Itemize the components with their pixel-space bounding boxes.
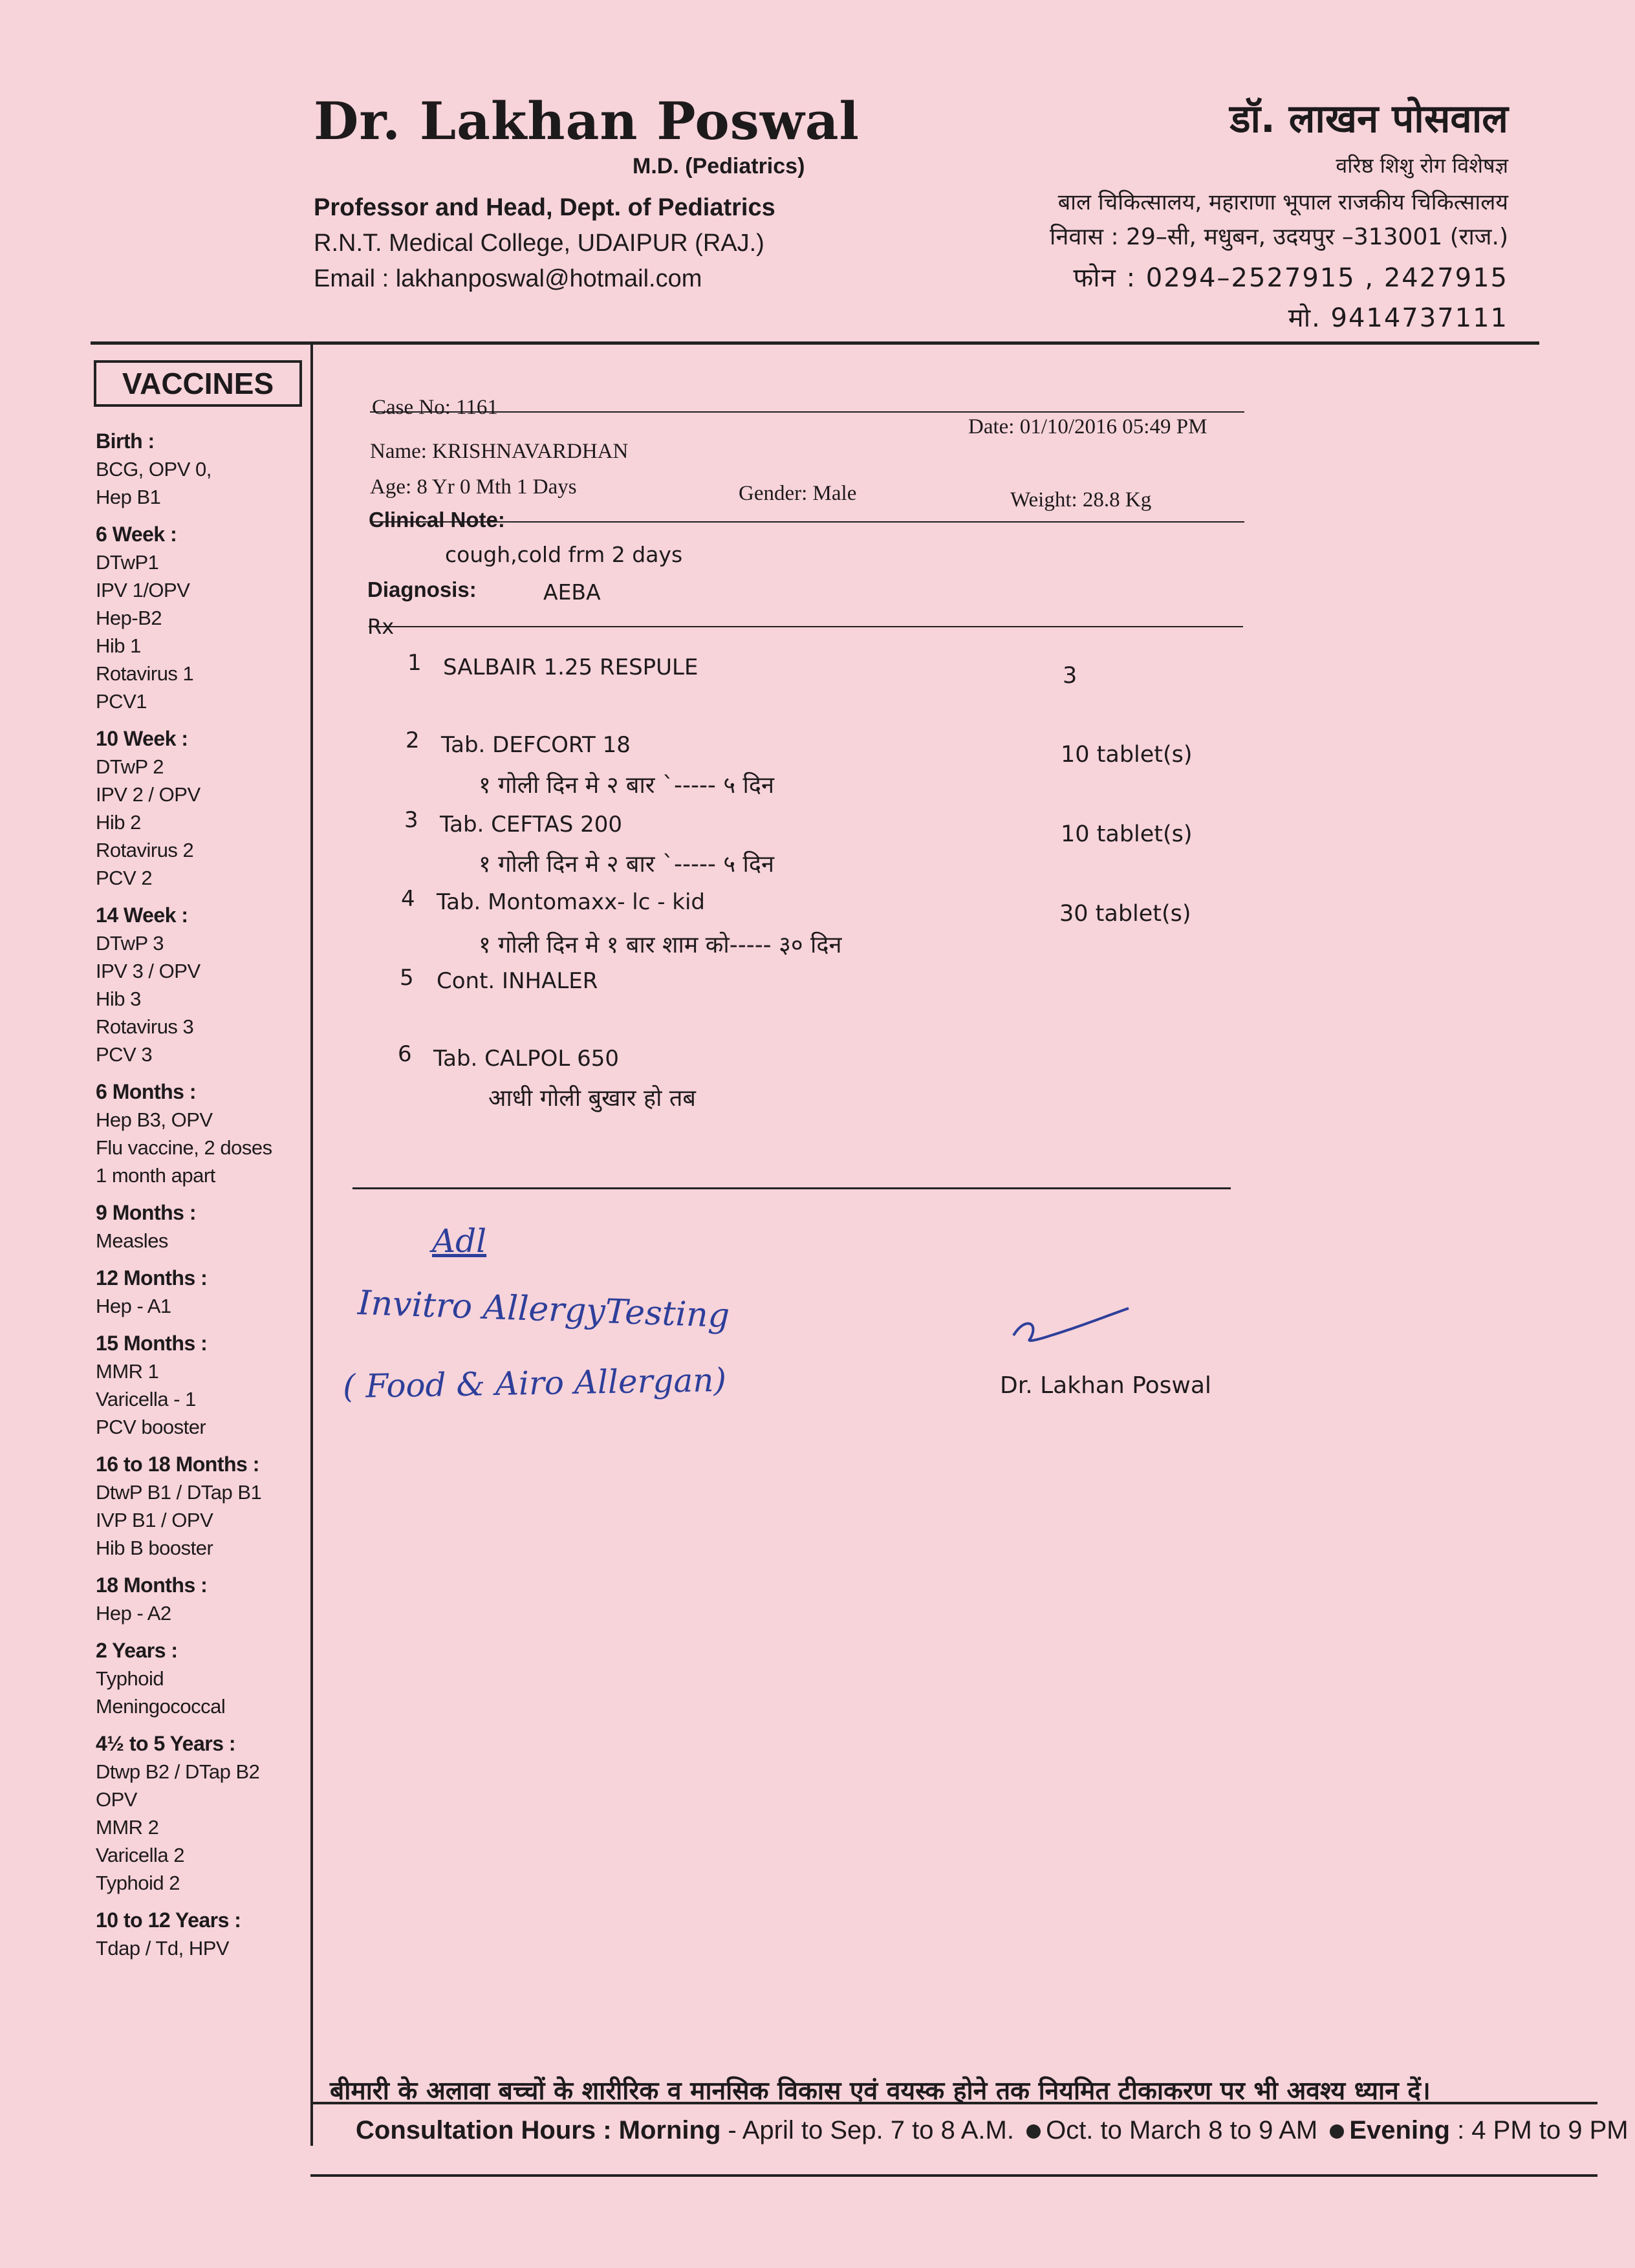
clinical-note-label: Clinical Note: — [369, 508, 505, 532]
vaccine-group — [96, 901, 309, 1068]
evening-label: Evening — [1349, 2116, 1450, 2144]
vaccine-item: PCV booster — [96, 1416, 206, 1438]
vaccine-group — [96, 1729, 309, 1897]
vaccine-age-label: 16 to 18 Months : — [96, 1453, 259, 1476]
vaccine-item: Hib 1 — [96, 634, 141, 657]
vaccine-schedule — [96, 427, 309, 1971]
vaccine-group — [96, 1450, 309, 1562]
vaccine-item: Hib B booster — [96, 1537, 213, 1559]
vaccine-age-label: 10 to 12 Years : — [96, 1908, 241, 1932]
rx-medicine: SALBAIR 1.25 RESPULE — [443, 654, 698, 680]
vaccine-item: Rotavirus 1 — [96, 662, 194, 685]
rx-instruction: १ गोली दिन मे १ बार शाम को----- ३० दिन — [479, 932, 842, 958]
college-name: R.N.T. Medical College, UDAIPUR (RAJ.) — [314, 230, 764, 257]
vaccine-item: MMR 2 — [96, 1816, 159, 1839]
diagnosis-text: AEBA — [543, 579, 601, 605]
rx-label: Rx — [367, 614, 395, 639]
footer-advice: बीमारी के अलावा बच्चों के शारीरिक व मानसिक विकास एवं वयस्क होने तक नियमित टीकाकरण पर भी अवश्य ध्यान दें। — [330, 2077, 1431, 2106]
doctor-signature — [1006, 1303, 1135, 1348]
rx-medicine: Tab. CEFTAS 200 — [440, 812, 623, 837]
vaccine-item: IPV 1/OPV — [96, 579, 190, 601]
vaccine-item: Measles — [96, 1229, 168, 1252]
vaccine-age-label: 15 Months : — [96, 1332, 208, 1355]
hindi-address: निवास : 29–सी, मधुबन, उदयपुर –313001 (राज.) — [1050, 224, 1508, 250]
vaccine-item: PCV 2 — [96, 867, 153, 889]
hindi-doctor-name: डॉ. लाखन पोसवाल — [1229, 96, 1508, 142]
hindi-designation: वरिष्ठ शिशु रोग विशेषज्ञ — [1336, 153, 1508, 178]
vaccine-item: Dtwp B2 / DTap B2 — [96, 1760, 260, 1783]
vaccine-item: Flu vaccine, 2 doses — [96, 1136, 272, 1159]
vaccine-item: Tdap / Td, HPV — [96, 1937, 230, 1960]
vaccine-age-label: 18 Months : — [96, 1573, 208, 1597]
doctor-title: Professor and Head, Dept. of Pediatrics — [314, 194, 775, 221]
rx-instruction: १ गोली दिन मे २ बार `----- ५ दिन — [479, 851, 774, 878]
vaccine-item: IPV 3 / OPV — [96, 960, 200, 982]
hindi-phone: फोन : 0294–2527915 , 2427915 — [1073, 263, 1508, 293]
consultation-hours — [356, 2116, 1629, 2145]
vaccine-age-label: 6 Months : — [96, 1080, 196, 1103]
evening-hours: : 4 PM to 9 PM — [1449, 2116, 1629, 2144]
vaccine-group — [96, 1264, 309, 1320]
rx-number: 4 — [401, 886, 415, 912]
morning-hours: - April to Sep. 7 to 8 A.M. — [720, 2116, 1014, 2144]
clinical-note-text: cough,cold frm 2 days — [445, 542, 683, 567]
vaccine-item: Typhoid — [96, 1667, 164, 1690]
vaccine-group — [96, 1077, 309, 1189]
vaccine-age-label: Birth : — [96, 429, 155, 453]
vaccine-age-label: 10 Week : — [96, 727, 188, 750]
sidebar-divider — [310, 341, 313, 2146]
rx-quantity: 10 tablet(s) — [1061, 821, 1193, 847]
rx-medicine: Tab. Montomaxx- lc - kid — [437, 889, 706, 915]
handwritten-abbrev: Adl — [432, 1222, 487, 1260]
vaccine-item: Hep - A2 — [96, 1602, 171, 1625]
hindi-hospital: बाल चिकित्सालय, महाराणा भूपाल राजकीय चिकित्सालय — [1057, 189, 1508, 215]
vaccine-item: IVP B1 / OPV — [96, 1509, 213, 1531]
rx-quantity: 30 tablet(s) — [1059, 901, 1191, 927]
handwritten-detail: ( Food & Airo Allergan) — [342, 1361, 727, 1406]
vaccine-item: Hep-B2 — [96, 607, 162, 629]
patient-gender: Gender: Male — [739, 482, 857, 505]
rx-instruction: आधी गोली बुखार हो तब — [488, 1085, 696, 1112]
vaccine-item: Hep - A1 — [96, 1295, 171, 1317]
rx-instruction: १ गोली दिन मे २ बार `----- ५ दिन — [479, 772, 774, 799]
vaccine-age-label: 12 Months : — [96, 1266, 208, 1290]
patient-weight: Weight: 28.8 Kg — [1010, 488, 1152, 512]
rx-medicine: Tab. DEFCORT 18 — [441, 732, 631, 758]
vaccine-group — [96, 1636, 309, 1720]
vaccine-age-label: 2 Years : — [96, 1639, 178, 1662]
rx-end-rule — [352, 1187, 1231, 1189]
vaccine-item: Varicella 2 — [96, 1844, 184, 1866]
morning-label: Morning — [618, 2116, 721, 2144]
vaccines-title: VACCINES — [94, 360, 302, 407]
vaccine-item: DTwP1 — [96, 551, 159, 574]
winter-hours: Oct. to March 8 to 9 AM — [1046, 2116, 1318, 2144]
diagnosis-label: Diagnosis: — [367, 578, 477, 601]
vaccine-item: DTwP 2 — [96, 755, 164, 778]
rx-quantity: 10 tablet(s) — [1061, 742, 1193, 768]
vaccine-item: Hep B3, OPV — [96, 1108, 213, 1131]
case-top-rule — [370, 411, 1244, 413]
vaccine-item: Rotavirus 3 — [96, 1015, 194, 1038]
case-number: Case No: 1161 — [372, 396, 498, 419]
visit-date: Date: 01/10/2016 05:49 PM — [968, 415, 1207, 438]
vaccine-age-label: 6 Week : — [96, 523, 177, 546]
doctor-degree: M.D. (Pediatrics) — [633, 154, 805, 178]
patient-age: Age: 8 Yr 0 Mth 1 Days — [370, 475, 577, 499]
header-divider — [91, 341, 1539, 345]
rx-number: 2 — [406, 728, 420, 753]
vaccine-age-label: 14 Week : — [96, 903, 188, 927]
rx-number: 5 — [400, 965, 414, 991]
vaccine-item: Hep B1 — [96, 486, 161, 508]
vaccine-item: DTwP 3 — [96, 932, 164, 955]
bullet-dot — [1330, 2124, 1344, 2139]
vaccine-group — [96, 1906, 309, 1962]
vaccine-item: Meningococcal — [96, 1695, 226, 1718]
footer-divider-bottom — [310, 2174, 1597, 2177]
vaccine-item: PCV 3 — [96, 1043, 153, 1066]
diagnosis-rule — [369, 626, 1243, 627]
vaccine-item: MMR 1 — [96, 1360, 159, 1383]
hindi-mobile: मो. 9414737111 — [1288, 303, 1508, 333]
rx-number: 3 — [404, 807, 418, 833]
doctor-name: Dr. Lakhan Poswal — [314, 91, 860, 151]
rx-medicine: Tab. CALPOL 650 — [433, 1046, 620, 1072]
signature-name: Dr. Lakhan Poswal — [1000, 1372, 1211, 1399]
vaccine-item: PCV1 — [96, 690, 147, 713]
vaccine-age-label: 4½ to 5 Years : — [96, 1732, 236, 1755]
rx-number: 1 — [407, 650, 422, 676]
hours-label: Consultation Hours : — [356, 2116, 612, 2144]
vaccine-group — [96, 1198, 309, 1255]
vaccine-item: Typhoid 2 — [96, 1872, 180, 1894]
vaccine-item: 1 month apart — [96, 1164, 215, 1187]
vaccine-item: Rotavirus 2 — [96, 839, 194, 861]
patient-name: Name: KRISHNAVARDHAN — [370, 440, 629, 463]
handwritten-test: Invitro AllergyTesting — [357, 1283, 731, 1336]
vaccine-item: OPV — [96, 1788, 137, 1811]
vaccine-item: Hib 3 — [96, 988, 141, 1010]
doctor-email: Email : lakhanposwal@hotmail.com — [314, 265, 702, 292]
vaccine-item: Varicella - 1 — [96, 1388, 196, 1410]
vaccine-item: BCG, OPV 0, — [96, 458, 211, 481]
rx-quantity: 3 — [1063, 663, 1077, 689]
vaccine-group — [96, 427, 309, 511]
vaccine-item: Hib 2 — [96, 811, 141, 834]
vaccine-group — [96, 1329, 309, 1441]
vaccine-group — [96, 724, 309, 892]
rx-number: 6 — [398, 1041, 412, 1067]
rx-medicine: Cont. INHALER — [437, 968, 598, 994]
vaccine-item: DtwP B1 / DTap B1 — [96, 1481, 262, 1504]
vaccine-group — [96, 1571, 309, 1627]
vaccine-age-label: 9 Months : — [96, 1201, 196, 1224]
vaccine-item: IPV 2 / OPV — [96, 783, 200, 806]
vaccine-group — [96, 520, 309, 715]
bullet-dot — [1026, 2124, 1041, 2139]
